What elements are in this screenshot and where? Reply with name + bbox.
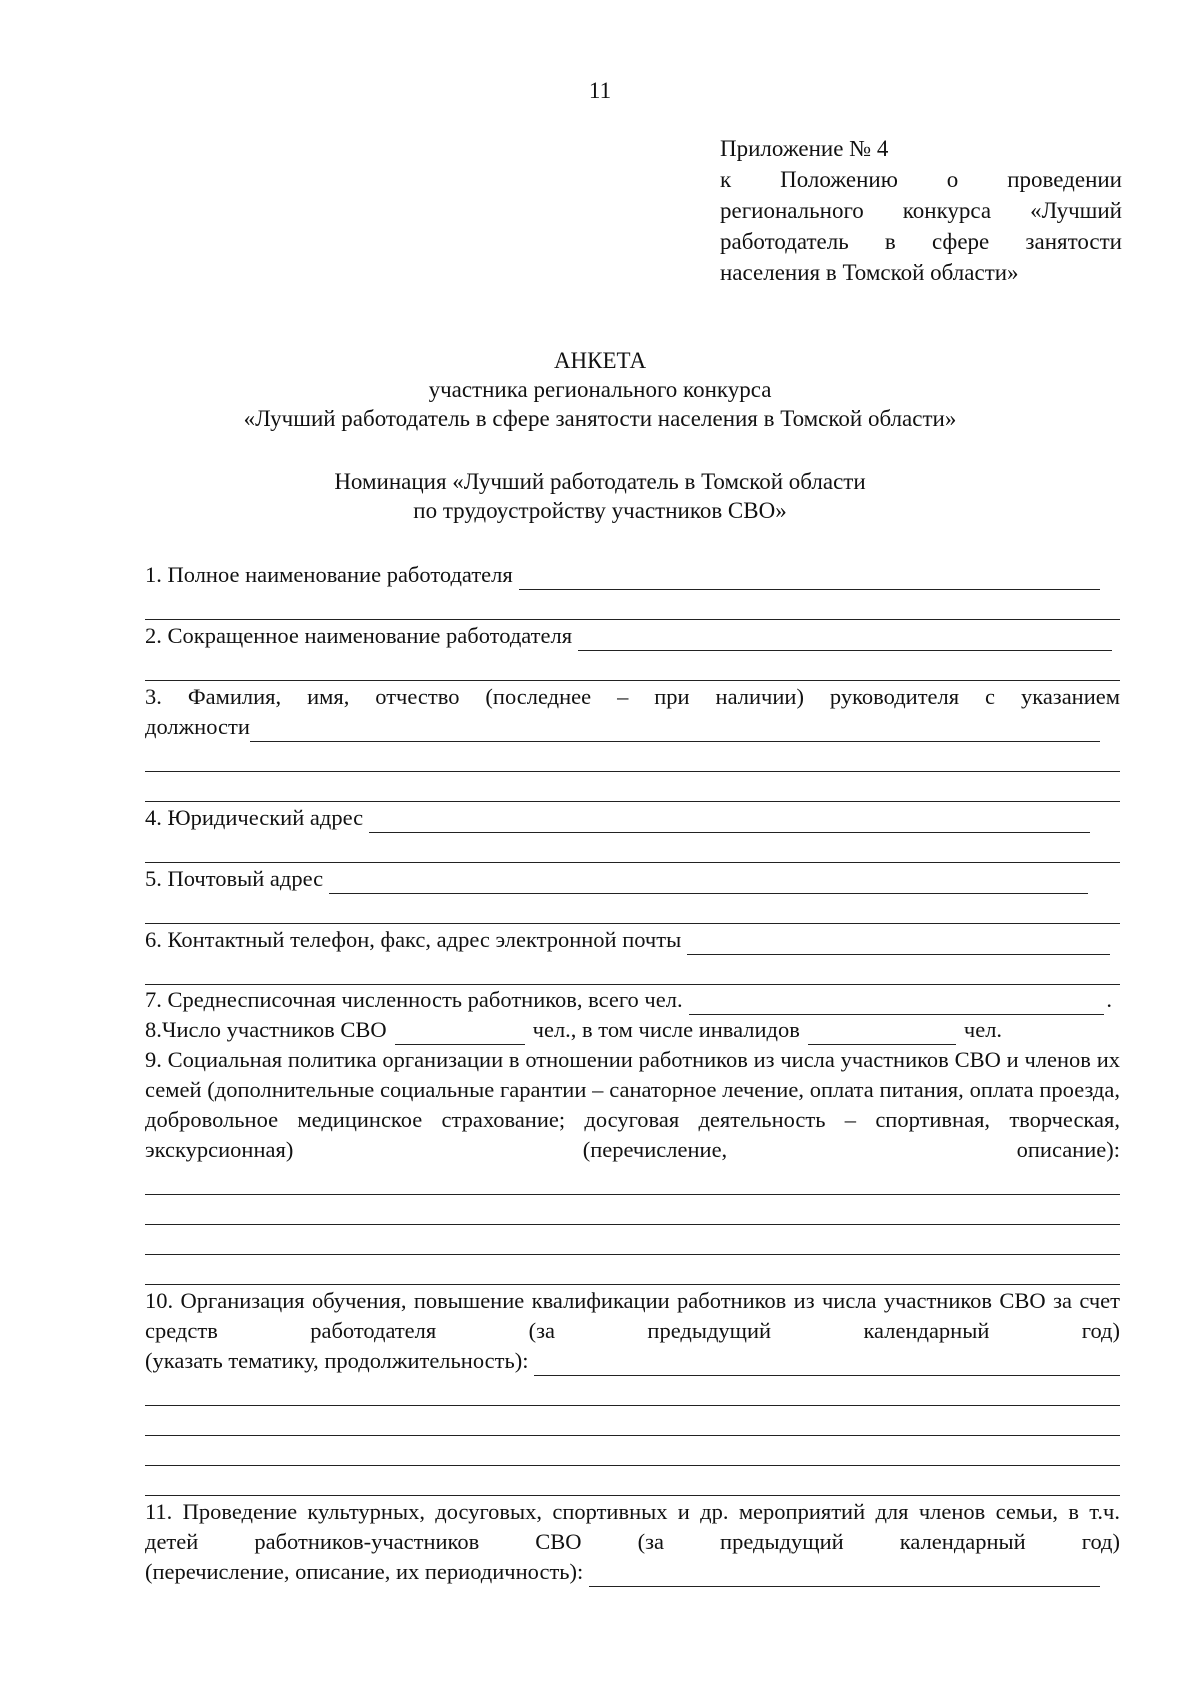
- question-2-label: 2. Сокращенное наименование работодателя: [145, 623, 573, 648]
- question-9-answer-line-4[interactable]: [145, 1255, 1120, 1285]
- question-1: [145, 560, 1120, 590]
- question-6-answer-line[interactable]: [145, 955, 1120, 985]
- question-10-answer-line-2[interactable]: [145, 1406, 1120, 1436]
- question-10-answer-line-1[interactable]: [145, 1376, 1120, 1406]
- question-11-label-end: (перечисление, описание, их периодичность):: [145, 1559, 584, 1584]
- question-11-label: 11. Проведение культурных, досуговых, спортивных и др. мероприятий для членов семьи, в т.ч. детей работников-участников СВО (за предыдущий календарный год): [145, 1499, 1120, 1554]
- question-1-answer-line[interactable]: [145, 590, 1120, 620]
- form-title-block: [0, 346, 1200, 433]
- question-10-label: 10. Организация обучения, повышение квалификации работников из числа участников СВО за счет средств работодателя (за предыдущий календарный год): [145, 1288, 1120, 1343]
- question-7-period: .: [1106, 987, 1112, 1012]
- question-10-answer-line-4[interactable]: [145, 1466, 1120, 1496]
- question-7-label: 7. Среднесписочная численность работников, всего чел.: [145, 987, 683, 1012]
- question-10: [145, 1286, 1120, 1376]
- question-7: [145, 985, 1120, 1015]
- page-number: 11: [588, 78, 612, 103]
- question-3-label-end: должности: [145, 714, 250, 739]
- appendix-reference: к Положению о проведении регионального конкурса «Лучший работодатель в сфере занятости населения в Томской области»: [720, 167, 1122, 285]
- questionnaire-form: [145, 560, 1120, 1587]
- question-5-answer-field[interactable]: [329, 871, 1088, 894]
- question-6-label: 6. Контактный телефон, факс, адрес электронной почты: [145, 927, 682, 952]
- question-2-answer-line[interactable]: [145, 651, 1120, 681]
- question-10-answer-field[interactable]: [534, 1353, 1120, 1376]
- question-8-label: 8.Число участников СВО: [145, 1017, 387, 1042]
- question-6-answer-field[interactable]: [687, 932, 1110, 955]
- form-subtitle-1: участника регионального конкурса: [428, 377, 772, 402]
- question-4-answer-line[interactable]: [145, 833, 1120, 863]
- nomination-line-2: по трудоустройству участников СВО»: [413, 498, 787, 523]
- question-4: [145, 803, 1120, 833]
- question-3-answer-line-2[interactable]: [145, 772, 1120, 802]
- question-11-answer-field[interactable]: [589, 1564, 1100, 1587]
- question-3: [145, 682, 1120, 742]
- question-7-answer-field[interactable]: [689, 992, 1105, 1015]
- question-3-answer-line-1[interactable]: [145, 742, 1120, 772]
- question-9-answer-line-1[interactable]: [145, 1165, 1120, 1195]
- question-5-label: 5. Почтовый адрес: [145, 866, 324, 891]
- question-5: [145, 864, 1120, 894]
- form-title: АНКЕТА: [553, 348, 647, 373]
- question-11: [145, 1497, 1120, 1587]
- question-8-label-end: чел.: [963, 1017, 1003, 1042]
- question-9-answer-line-3[interactable]: [145, 1225, 1120, 1255]
- question-3-label: 3. Фамилия, имя, отчество (последнее – при наличии) руководителя с указанием: [145, 684, 1120, 709]
- question-8: [145, 1015, 1120, 1045]
- appendix-title: Приложение № 4: [720, 136, 889, 161]
- question-1-label: 1. Полное наименование работодателя: [145, 562, 513, 587]
- question-3-answer-field[interactable]: [250, 719, 1100, 742]
- question-9-answer-line-2[interactable]: [145, 1195, 1120, 1225]
- nomination-block: [0, 467, 1200, 525]
- question-9-label: 9. Социальная политика организации в отношении работников из числа участников СВО и членов их семей (дополнительные социальные гарантии – санаторное лечение, оплата питания, оплата проезда, добровольное медицинское страхование; досуговая деятельность – спортивная, творческая, экскурсионная) (перечисление, описание):: [145, 1047, 1120, 1162]
- appendix-block: [720, 133, 1122, 288]
- question-5-answer-line[interactable]: [145, 894, 1120, 924]
- question-4-answer-field[interactable]: [369, 810, 1090, 833]
- question-10-label-end: (указать тематику, продолжительность):: [145, 1348, 529, 1373]
- form-subtitle-2: «Лучший работодатель в сфере занятости населения в Томской области»: [243, 406, 957, 431]
- nomination-line-1: Номинация «Лучший работодатель в Томской области: [334, 469, 866, 494]
- question-2: [145, 621, 1120, 651]
- question-8-label-mid: чел., в том числе инвалидов: [532, 1017, 800, 1042]
- question-8-disabled-field[interactable]: [808, 1022, 956, 1045]
- question-10-answer-line-3[interactable]: [145, 1436, 1120, 1466]
- question-4-label: 4. Юридический адрес: [145, 805, 364, 830]
- question-6: [145, 925, 1120, 955]
- question-2-answer-field[interactable]: [578, 628, 1112, 651]
- question-1-answer-field[interactable]: [519, 567, 1100, 590]
- question-8-participants-field[interactable]: [395, 1022, 525, 1045]
